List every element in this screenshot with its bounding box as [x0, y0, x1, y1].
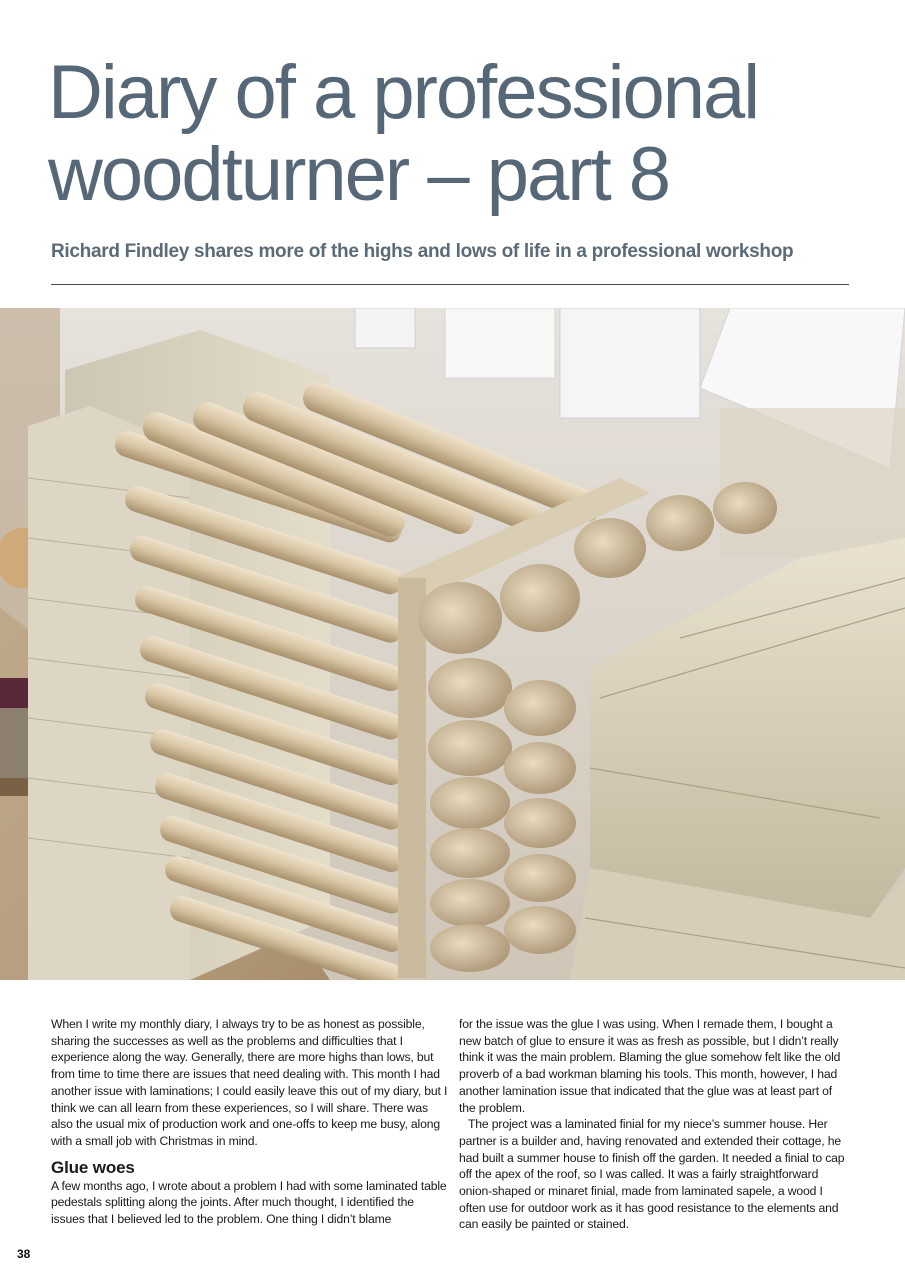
photo-of-stacked-turned-spindles-icon	[0, 308, 905, 980]
article-photo	[0, 308, 905, 980]
title-divider	[51, 284, 849, 285]
body-column-left	[51, 1016, 449, 1228]
section-paragraph: A few months ago, I wrote about a problem I had with some laminated table pedestals splitting along the joints. After much thought, I identified the issues that I believed led to the problem. One thing I didn’t blame	[51, 1178, 447, 1227]
article-title: Diary of a professional woodturner – part 8	[48, 50, 759, 217]
continued-paragraph: for the issue was the glue I was using. When I remade them, I bought a new batch of glue to ensure it was as fresh as possible, but I didn’t really think it was the main problem. Blaming the glue somehow felt like the old proverb of a bad workman blaming his tools. This month, however, I had another lamination issue that indicated that the glue was at least part of the problem.	[459, 1017, 841, 1115]
intro-paragraph: When I write my monthly diary, I always try to be as honest as possible, sharing the successes as well as the problems and difficulties that I experience along the way. Generally, there are more highs than lows, but from time to time there are issues that need dealing with. This month I had another issue with laminations; I could easily leave this out of my diary, but I think we can all learn from these experiences, so I will share. There was also the usual mix of production work and one-offs to keep me busy, along with a small job with Christmas in mind.	[51, 1017, 448, 1148]
finial-paragraph: The project was a laminated finial for my niece’s summer house. Her partner is a builder and, having renovated and extended their cottage, he had built a summer house to finish off the garden. It needed a finial to cap off the apex of the roof, so I was called. It was a fairly straightforward onion-shaped or minaret finial, made from laminated sapele, a wood I often use for outdoor work as it has good resistance to the elements and can easily be painted or stained.	[459, 1117, 845, 1232]
article-standfirst: Richard Findley shares more of the highs and lows of life in a professional workshop	[51, 241, 794, 262]
body-column-right	[459, 1016, 849, 1233]
section-heading: Glue woes	[51, 1157, 135, 1177]
page-number: 38	[17, 1247, 31, 1261]
